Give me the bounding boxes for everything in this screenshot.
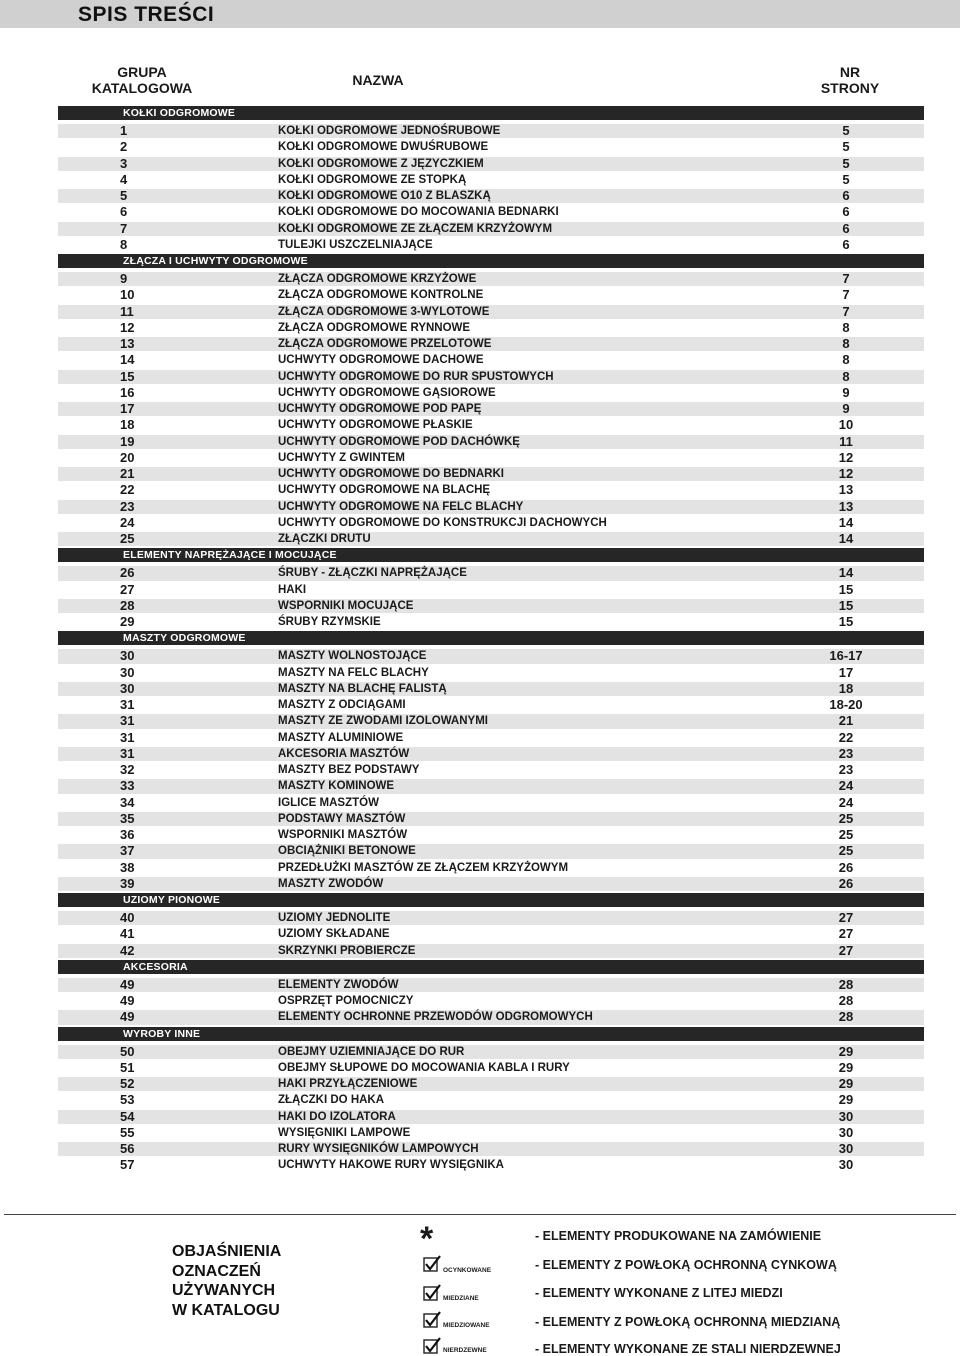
item-name: UCHWYTY ODGROMOWE NA FELC BLACHY xyxy=(278,500,524,513)
page-number: 13 xyxy=(838,498,854,514)
table-row[interactable] xyxy=(58,877,924,891)
table-row[interactable] xyxy=(58,978,924,992)
page-number: 28 xyxy=(838,1009,854,1025)
item-name: KOŁKI ODGROMOWE JEDNOŚRUBOWE xyxy=(278,125,501,137)
page-number: 9 xyxy=(842,384,850,400)
item-name: UCHWYTY ODGROMOWE PŁASKIE xyxy=(278,419,473,432)
group-number: 31 xyxy=(120,713,135,729)
page-number: 15 xyxy=(838,614,854,629)
group-number: 42 xyxy=(120,942,135,958)
group-number: 57 xyxy=(120,1157,135,1173)
item-name: RURY WYSIĘGNIKÓW LAMPOWYCH xyxy=(278,1143,479,1155)
item-name: HAKI xyxy=(278,583,307,596)
section-header: MASZTY ODGROMOWE xyxy=(58,631,924,645)
checkbox-checked-icon xyxy=(423,1284,441,1302)
legend-title xyxy=(172,1242,281,1320)
page-number: 29 xyxy=(838,1076,854,1091)
group-number: 4 xyxy=(120,171,128,187)
item-name: UCHWYTY ODGROMOWE POD DACHÓWKĘ xyxy=(278,435,520,448)
item-name: MASZTY ZE ZWODAMI IZOLOWANYMI xyxy=(278,715,488,728)
table-row[interactable] xyxy=(58,698,924,712)
table-row[interactable] xyxy=(58,124,924,138)
group-number: 23 xyxy=(120,498,135,514)
table-row[interactable] xyxy=(58,844,924,858)
group-number: 36 xyxy=(120,827,135,842)
item-name: OBEJMY UZIEMNIAJĄCE DO RUR xyxy=(278,1045,465,1058)
item-name: ZŁĄCZA ODGROMOWE RYNNOWE xyxy=(278,321,471,334)
section-header: ZŁĄCZA I UCHWYTY ODGROMOWE xyxy=(58,254,924,268)
page-number: 23 xyxy=(838,745,854,761)
page-number: 25 xyxy=(838,827,854,842)
legend-title-line: OZNACZEŃ xyxy=(172,1262,261,1280)
legend-title-line: UŻYWANYCH xyxy=(172,1282,276,1299)
item-name: OSPRZĘT POMOCNICZY xyxy=(278,995,414,1007)
group-number: 38 xyxy=(120,859,135,875)
section-header: AKCESORIA xyxy=(58,960,924,974)
group-number: 30 xyxy=(120,680,135,696)
header-name: NAZWA xyxy=(352,72,404,88)
group-number: 30 xyxy=(120,648,135,664)
item-name: UCHWYTY ODGROMOWE NA BLACHĘ xyxy=(278,484,491,497)
page-number: 14 xyxy=(838,531,854,546)
table-row[interactable] xyxy=(58,911,924,925)
page-number: 5 xyxy=(842,171,850,187)
group-number: 6 xyxy=(120,204,128,220)
group-number: 49 xyxy=(120,1009,135,1025)
section-header: ELEMENTY NAPRĘŻAJĄCE I MOCUJĄCE xyxy=(58,548,924,562)
table-row[interactable] xyxy=(58,205,924,219)
page-number: 15 xyxy=(838,597,854,613)
group-number: 30 xyxy=(120,664,135,680)
table-row[interactable] xyxy=(58,828,924,842)
item-name: KOŁKI ODGROMOWE ZE STOPKĄ xyxy=(278,173,467,186)
page-number: 15 xyxy=(838,581,854,597)
page-title: SPIS TREŚCI xyxy=(78,3,215,26)
group-number: 19 xyxy=(120,433,135,449)
group-number: 31 xyxy=(120,745,135,761)
group-number: 1 xyxy=(120,123,128,138)
table-row[interactable] xyxy=(58,944,924,958)
item-name: UZIOMY SKŁADANE xyxy=(278,928,390,941)
section-header: WYROBY INNE xyxy=(58,1027,924,1041)
table-row[interactable] xyxy=(58,467,924,481)
item-name: UCHWYTY ODGROMOWE DO KONSTRUKCJI DACHOWYCH xyxy=(278,516,607,529)
page-number: 16-17 xyxy=(829,648,863,664)
group-number: 33 xyxy=(120,778,135,794)
table-row[interactable] xyxy=(58,140,924,154)
page-number: 8 xyxy=(842,336,850,351)
item-name: KOŁKI ODGROMOWE ZE ZŁĄCZEM KRZYŻOWYM xyxy=(278,222,553,235)
legend-desc: - ELEMENTY Z POWŁOKĄ OCHRONNĄ MIEDZIANĄ xyxy=(535,1315,841,1329)
group-number: 39 xyxy=(120,875,135,891)
checkbox-checked-icon xyxy=(423,1337,441,1355)
item-name: MASZTY KOMINOWE xyxy=(278,780,395,793)
item-name: OBEJMY SŁUPOWE DO MOCOWANIA KABLA I RURY xyxy=(278,1061,570,1074)
page-number: 25 xyxy=(838,843,854,859)
group-number: 12 xyxy=(120,319,135,335)
item-name: ZŁĄCZA ODGROMOWE KONTROLNE xyxy=(278,289,484,302)
table-row[interactable] xyxy=(58,566,924,580)
group-number: 34 xyxy=(120,794,135,810)
page-number: 26 xyxy=(838,859,854,875)
item-name: UCHWYTY ODGROMOWE GĄSIOROWE xyxy=(278,386,496,399)
page-number: 25 xyxy=(838,810,854,826)
table-row[interactable] xyxy=(58,288,924,302)
group-number: 53 xyxy=(120,1092,135,1108)
table-row[interactable] xyxy=(58,763,924,777)
group-number: 22 xyxy=(120,482,135,498)
page-number: 28 xyxy=(838,976,854,992)
item-name: ŚRUBY - ZŁĄCZKI NAPRĘŻAJĄCE xyxy=(278,567,467,580)
page-number: 14 xyxy=(838,514,854,530)
page-number: 27 xyxy=(838,926,854,942)
checkbox-checked-icon xyxy=(423,1255,441,1273)
item-name: IGLICE MASZTÓW xyxy=(278,796,379,809)
table-row[interactable] xyxy=(58,337,924,351)
table-row[interactable] xyxy=(58,321,924,335)
table-row[interactable] xyxy=(58,1110,924,1124)
header-group-line2: KATALOGOWA xyxy=(91,80,193,96)
header-page-line1: NR xyxy=(839,64,861,80)
page-number: 5 xyxy=(842,139,850,155)
page-number: 29 xyxy=(838,1092,854,1108)
item-name: OBCIĄŻNIKI BETONOWE xyxy=(278,845,416,858)
table-row[interactable] xyxy=(58,666,924,680)
group-number: 26 xyxy=(120,565,135,581)
table-row[interactable] xyxy=(58,483,924,497)
group-number: 28 xyxy=(120,597,135,613)
item-name: MASZTY NA BLACHĘ FALISTĄ xyxy=(278,682,447,695)
table-row[interactable] xyxy=(58,418,924,432)
item-name: ZŁĄCZA ODGROMOWE KRZYŻOWE xyxy=(278,273,477,285)
table-row[interactable] xyxy=(58,1061,924,1075)
group-number: 3 xyxy=(120,155,128,171)
group-number: 52 xyxy=(120,1076,135,1091)
table-row[interactable] xyxy=(58,1093,924,1107)
group-number: 50 xyxy=(120,1043,135,1059)
footer-divider xyxy=(4,1214,956,1215)
item-name: KOŁKI ODGROMOWE O10 Z BLASZKĄ xyxy=(278,190,491,202)
item-name: KOŁKI ODGROMOWE Z JĘZYCZKIEM xyxy=(278,157,484,170)
table-row[interactable] xyxy=(58,682,924,696)
item-name: MASZTY BEZ PODSTAWY xyxy=(278,764,420,776)
table-row[interactable] xyxy=(58,370,924,384)
item-name: SKRZYNKI PROBIERCZE xyxy=(278,944,416,957)
page-number: 27 xyxy=(838,910,854,925)
page-number: 30 xyxy=(838,1108,854,1124)
page-number: 24 xyxy=(838,794,854,810)
item-name: MASZTY WOLNOSTOJĄCE xyxy=(278,650,427,663)
page-number: 26 xyxy=(838,875,854,891)
page-number: 5 xyxy=(842,123,850,138)
table-row[interactable] xyxy=(58,927,924,941)
table-row[interactable] xyxy=(58,649,924,663)
table-row[interactable] xyxy=(58,779,924,793)
table-row[interactable] xyxy=(58,451,924,465)
header-page xyxy=(800,64,900,96)
legend-desc: - ELEMENTY WYKONANE ZE STALI NIERDZEWNEJ xyxy=(535,1342,841,1356)
section-header: UZIOMY PIONOWE xyxy=(58,893,924,907)
table-row[interactable] xyxy=(58,796,924,810)
item-name: PRZEDŁUŻKI MASZTÓW ZE ZŁĄCZEM KRZYŻOWYM xyxy=(278,861,569,874)
item-name: ELEMENTY OCHRONNE PRZEWODÓW ODGROMOWYCH xyxy=(278,1011,593,1024)
table-row[interactable] xyxy=(58,402,924,416)
page-number: 6 xyxy=(842,204,850,220)
table-row[interactable] xyxy=(58,272,924,286)
group-number: 24 xyxy=(120,514,135,530)
page-number: 18-20 xyxy=(829,697,863,712)
item-name: ZŁĄCZA ODGROMOWE PRZELOTOWE xyxy=(278,338,492,350)
page-number: 30 xyxy=(838,1124,854,1140)
page-number: 8 xyxy=(842,319,850,335)
group-number: 54 xyxy=(120,1108,135,1124)
group-number: 16 xyxy=(120,384,135,400)
asterisk-icon: * xyxy=(420,1220,434,1258)
item-name: UCHWYTY ODGROMOWE DACHOWE xyxy=(278,354,484,367)
table-row[interactable] xyxy=(58,812,924,826)
page-number: 24 xyxy=(838,778,854,794)
page-number: 21 xyxy=(838,713,854,729)
table-row[interactable] xyxy=(58,1010,924,1024)
page-number: 29 xyxy=(838,1059,854,1075)
legend-title-line: OBJAŚNIENIA xyxy=(172,1243,282,1260)
legend-label-nierdzewne: NIERDZEWNE xyxy=(443,1347,487,1354)
group-number: 55 xyxy=(120,1124,135,1140)
page-number: 12 xyxy=(838,466,854,481)
group-number: 27 xyxy=(120,581,135,597)
item-name: TULEJKI USZCZELNIAJĄCE xyxy=(278,238,433,251)
table-row[interactable] xyxy=(58,500,924,514)
group-number: 17 xyxy=(120,401,135,416)
group-number: 20 xyxy=(120,449,135,465)
group-number: 11 xyxy=(120,303,134,319)
item-name: MASZTY Z ODCIĄGAMI xyxy=(278,699,406,711)
group-number: 56 xyxy=(120,1141,135,1156)
item-name: AKCESORIA MASZTÓW xyxy=(278,747,410,760)
item-name: UCHWYTY HAKOWE RURY WYSIĘGNIKA xyxy=(278,1159,504,1172)
item-name: ŚRUBY RZYMSKIE xyxy=(278,616,381,628)
table-row[interactable] xyxy=(58,157,924,171)
table-row[interactable] xyxy=(58,1142,924,1156)
page-number: 11 xyxy=(839,433,853,449)
page-number: 7 xyxy=(842,303,850,319)
item-name: UCHWYTY ODGROMOWE DO BEDNARKI xyxy=(278,468,504,480)
header-group-line1: GRUPA xyxy=(117,64,167,80)
legend-label-ocynkowane: OCYNKOWANE xyxy=(443,1267,492,1274)
page-number: 29 xyxy=(838,1043,854,1059)
page-number: 17 xyxy=(838,664,854,680)
item-name: ZŁĄCZKI DRUTU xyxy=(278,533,371,545)
table-row[interactable] xyxy=(58,1077,924,1091)
item-name: HAKI PRZYŁĄCZENIOWE xyxy=(278,1078,418,1090)
group-number: 13 xyxy=(120,336,135,351)
group-number: 40 xyxy=(120,910,135,925)
table-row[interactable] xyxy=(58,238,924,252)
page-number: 13 xyxy=(838,482,854,498)
group-number: 2 xyxy=(120,139,128,155)
group-number: 29 xyxy=(120,614,135,629)
checkbox-checked-icon xyxy=(423,1311,441,1329)
page-number: 7 xyxy=(842,287,850,303)
page-number: 8 xyxy=(842,352,850,368)
group-number: 9 xyxy=(120,271,128,286)
table-row[interactable] xyxy=(58,532,924,546)
item-name: WYSIĘGNIKI LAMPOWE xyxy=(278,1126,411,1139)
item-name: ZŁĄCZA ODGROMOWE 3-WYLOTOWE xyxy=(278,305,490,318)
item-name: MASZTY NA FELC BLACHY xyxy=(278,666,429,679)
table-row[interactable] xyxy=(58,1158,924,1172)
item-name: WSPORNIKI MASZTÓW xyxy=(278,829,408,841)
table-row[interactable] xyxy=(58,714,924,728)
item-name: PODSTAWY MASZTÓW xyxy=(278,812,406,825)
page-number: 5 xyxy=(842,155,850,171)
legend-label-miedziowane: MIEDZIOWANE xyxy=(443,1322,490,1329)
page-number: 6 xyxy=(842,220,850,236)
table-row[interactable] xyxy=(58,731,924,745)
legend-desc: - ELEMENTY Z POWŁOKĄ OCHRONNĄ CYNKOWĄ xyxy=(535,1258,837,1272)
page-number: 7 xyxy=(842,271,850,286)
table-row[interactable] xyxy=(58,189,924,203)
table-row[interactable] xyxy=(58,583,924,597)
table-row[interactable] xyxy=(58,435,924,449)
page-number: 27 xyxy=(838,942,854,958)
table-row[interactable] xyxy=(58,353,924,367)
group-number: 37 xyxy=(120,843,135,859)
page-number: 6 xyxy=(842,236,850,252)
group-number: 41 xyxy=(120,926,135,942)
table-row[interactable] xyxy=(58,615,924,629)
page-number: 23 xyxy=(838,762,854,777)
table-row[interactable] xyxy=(58,386,924,400)
table-row[interactable] xyxy=(58,599,924,613)
page-number: 30 xyxy=(838,1157,854,1173)
item-name: KOŁKI ODGROMOWE DO MOCOWANIA BEDNARKI xyxy=(278,206,559,219)
group-number: 31 xyxy=(120,697,135,712)
table-row[interactable] xyxy=(58,861,924,875)
header-page-line2: STRONY xyxy=(820,80,880,96)
group-number: 21 xyxy=(120,466,135,481)
legend-desc: - ELEMENTY WYKONANE Z LITEJ MIEDZI xyxy=(535,1286,783,1300)
item-name: UCHWYTY ODGROMOWE POD PAPĘ xyxy=(278,403,482,415)
group-number: 10 xyxy=(120,287,135,303)
header-group xyxy=(80,64,204,96)
legend-label-miedziane: MIEDZIANE xyxy=(443,1295,479,1302)
item-name: WSPORNIKI MOCUJĄCE xyxy=(278,599,414,612)
page-number: 9 xyxy=(842,401,850,416)
page-number: 28 xyxy=(838,993,854,1008)
group-number: 32 xyxy=(120,762,135,777)
item-name: UCHWYTY Z GWINTEM xyxy=(278,451,405,464)
group-number: 14 xyxy=(120,352,135,368)
table-row[interactable] xyxy=(58,173,924,187)
item-name: HAKI DO IZOLATORA xyxy=(278,1110,396,1123)
group-number: 18 xyxy=(120,417,135,433)
table-row[interactable] xyxy=(58,305,924,319)
page-number: 30 xyxy=(838,1141,854,1156)
table-row[interactable] xyxy=(58,747,924,761)
table-row[interactable] xyxy=(58,1045,924,1059)
item-name: UCHWYTY ODGROMOWE DO RUR SPUSTOWYCH xyxy=(278,370,554,383)
page-number: 12 xyxy=(838,449,854,465)
item-name: ZŁĄCZKI DO HAKA xyxy=(278,1094,385,1107)
group-number: 8 xyxy=(120,236,128,252)
table-row[interactable] xyxy=(58,222,924,236)
page-number: 6 xyxy=(842,188,850,203)
group-number: 31 xyxy=(120,729,135,745)
group-number: 25 xyxy=(120,531,135,546)
group-number: 49 xyxy=(120,993,135,1008)
table-row[interactable] xyxy=(58,1126,924,1140)
table-row[interactable] xyxy=(58,516,924,530)
page-number: 18 xyxy=(838,680,854,696)
group-number: 7 xyxy=(120,220,128,236)
toc-table xyxy=(58,104,924,1175)
item-name: ELEMENTY ZWODÓW xyxy=(278,978,399,991)
section-header: KOŁKI ODGROMOWE xyxy=(58,106,924,120)
legend-desc: - ELEMENTY PRODUKOWANE NA ZAMÓWIENIE xyxy=(535,1229,822,1243)
legend-title-line: W KATALOGU xyxy=(172,1301,280,1319)
page-number: 14 xyxy=(838,565,854,581)
group-number: 5 xyxy=(120,188,128,203)
page-number: 22 xyxy=(838,729,854,745)
group-number: 15 xyxy=(120,368,135,384)
group-number: 51 xyxy=(120,1059,135,1075)
item-name: MASZTY ZWODÓW xyxy=(278,877,384,890)
group-number: 49 xyxy=(120,976,135,992)
item-name: MASZTY ALUMINIOWE xyxy=(278,731,404,744)
page-number: 8 xyxy=(842,368,850,384)
group-number: 35 xyxy=(120,810,135,826)
table-row[interactable] xyxy=(58,994,924,1008)
item-name: KOŁKI ODGROMOWE DWUŚRUBOWE xyxy=(278,141,489,154)
item-name: UZIOMY JEDNOLITE xyxy=(278,912,391,924)
page-number: 10 xyxy=(838,417,854,433)
